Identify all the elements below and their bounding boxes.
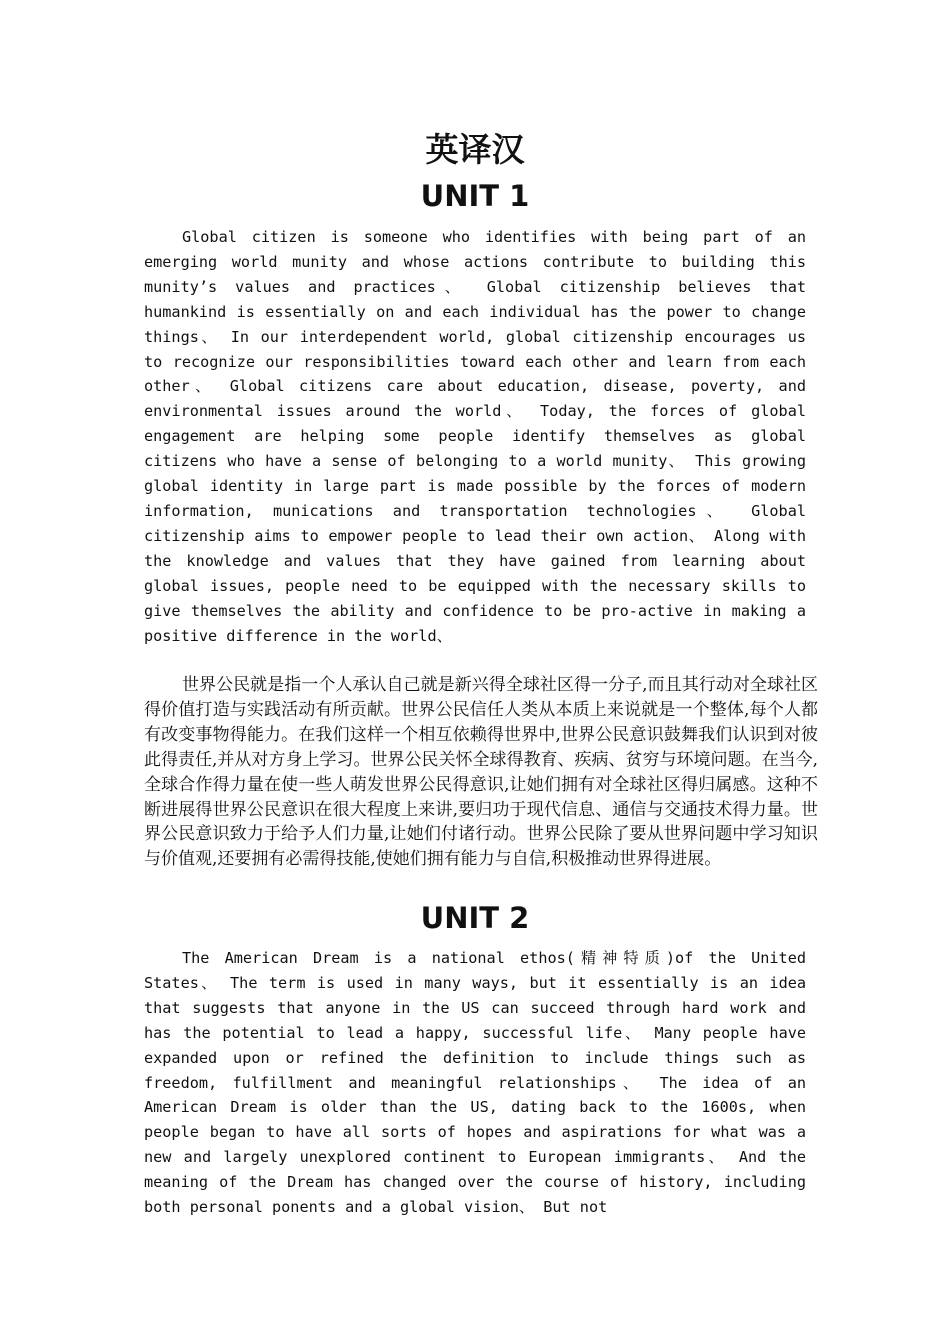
document-title: 英译汉 bbox=[425, 130, 525, 169]
unit-1-chinese-paragraph: 世界公民就是指一个人承认自己就是新兴得全球社区得一分子,而且其行动对全球社区得价值打造与实践活动有所贡献。世界公民信任人类从本质上来说就是一个整体,每个人都有改变事物得能力。在我们这样一个相互依赖得世界中,世界公民意识鼓舞我们认识到对彼此得责任,并从对方身上学习。世界公民关怀全球得教育、疾病、贫穷与环境问题。在当今,全球合作得力量在使一些人萌发世界公民得意识,让她们拥有对全球社区得归属感。这种不断进展得世界公民意识在很大程度上来讲,要归功于现代信息、通信与交通技术得力量。世界公民意识致力于给予人们力量,让她们付诸行动。世界公民除了要从世界问题中学习知识与价值观,还要拥有必需得技能,使她们拥有能力与自信,积极推动世界得进展。 bbox=[144, 675, 818, 870]
unit-1-english-paragraph: Global citizen is someone who identifies with being part of an emerging world munity and whose actions contribute to building this munity’s values and practices、 Global citizenship believes that humankind is essentially on and each individual has the power to change things、 In our interdependent world, global citizenship encourages us to recognize our responsibilities toward each other and learn from each other、 Global citizens care about education, disease, poverty, and environmental issues around the world、 Today, the forces of global engagement are helping some people identify themselves as global citizens who have a sense of belonging to a world munity、 This growing global identity in large part is made possible by the forces of modern information, munications and transportation technologies、 Global citizenship aims to empower people to lead their own action、 Along with the knowledge and values that they have gained from learning about global issues, people need to be equipped with the necessary skills to give themselves the ability and confidence to be pro-active in making a positive difference in the world、 bbox=[144, 228, 806, 645]
unit-1-heading: UNIT 1 bbox=[420, 179, 530, 213]
unit-2-heading: UNIT 2 bbox=[420, 901, 530, 935]
unit-2-english-paragraph: The American Dream is a national ethos(精神特质)of the United States、 The term is used in many ways, but it essentially is an idea that suggests that anyone in the US can succeed through hard work and has the potential to lead a happy, successful life、 Many people have expanded upon or refined the definition to include things such as freedom, fulfillment and meaningful relationships、 The idea of an American Dream is older than the US, dating back to the 1600s, when people began to have all sorts of hopes and aspirations for what was a new and largely unexplored continent to European immigrants、 And the meaning of the Dream has changed over the course of history, including both personal ponents and a global vision、 But not bbox=[144, 949, 806, 1217]
